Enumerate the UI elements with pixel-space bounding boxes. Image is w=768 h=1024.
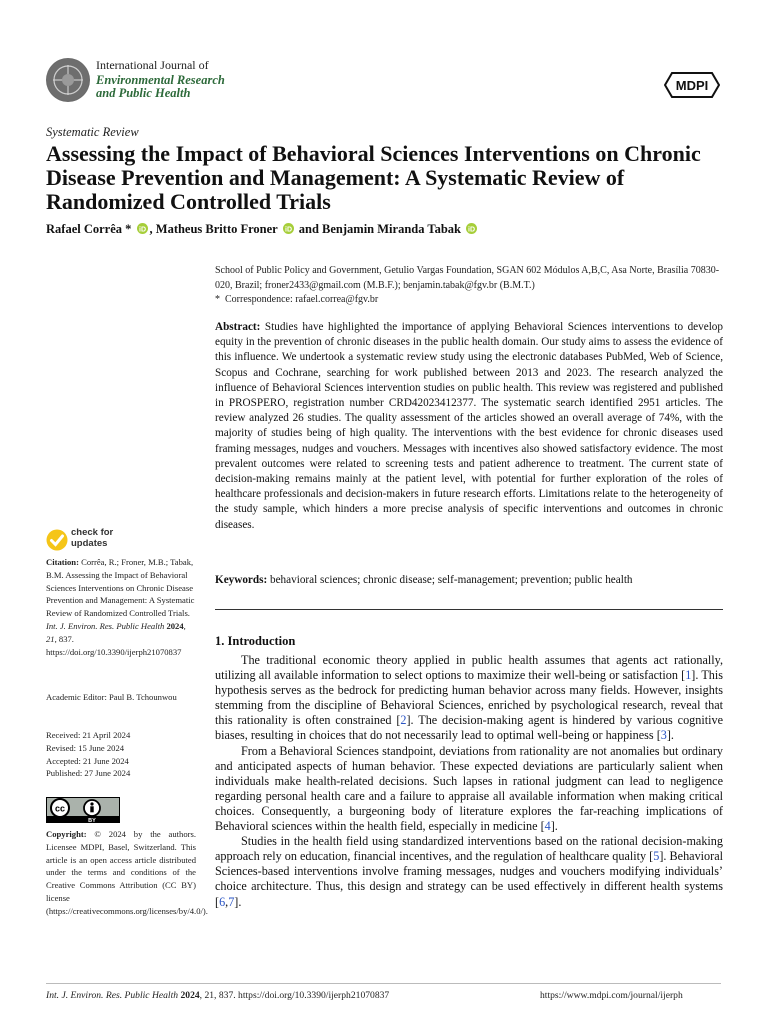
author-correa[interactable]: Rafael Corrêa * [46,222,132,236]
svg-text:iD: iD [138,226,146,234]
paragraph-text: ]. [666,728,674,743]
svg-text:iD: iD [284,226,292,234]
footer-journal: Int. J. Environ. Res. Public Health [46,990,179,1001]
citation-journal: Int. J. Environ. Res. Public Health [46,620,165,631]
paragraph-text: The traditional economic theory applied in public health assumes that agents act rationally, utilizing all available information to select options to maximize their well-being or satisfaction [ [215,653,723,683]
paragraph-text: ]. The decision-making agent is hindered by various cognitive biases, resulting in choices that do not necessarily lead to optimal well-being or happiness [ [215,713,724,743]
abstract-label: Abstract: [215,321,261,333]
affiliation: School of Public Policy and Government, Getulio Vargas Foundation, SGAN 602 Módulos A,B,C, Asa Norte, Brasília 70830-020, Brazil; froner2433@gmail.com (M.B.F.); benjamin.tabak@fgv.br (B.M.T.) [215,265,720,291]
orcid-icon[interactable] [137,223,148,234]
copyright-label: Copyright: [46,829,87,839]
citation-link[interactable]: 1 [685,668,692,683]
section-divider [215,609,723,610]
paragraph-text: ]. [550,819,558,834]
mdpi-logo [664,72,720,98]
publication-dates [46,729,196,780]
paragraph [215,653,723,744]
journal-logo-icon [46,58,90,102]
citation-link[interactable]: 7 [228,894,235,909]
paragraph-text: Studies in the health field using standardized interventions based on the rational decision-making approach rely on education, financial incentives, and the regulation of healthcare quality [ [215,834,723,864]
date-revised: Revised: 15 June 2024 [46,742,125,753]
date-published: Published: 27 June 2024 [46,768,131,779]
orcid-icon[interactable] [283,223,294,234]
mdpi-logo-text: MDPI [675,78,709,93]
citation-doi[interactable]: , 837. https://doi.org/10.3390/ijerph21070837 [46,633,182,657]
author-separator: , [149,222,153,236]
paragraph-text: From a Behavioral Sciences standpoint, deviations from rationality are not anomalies but ordinary and anticipated aspects of human behavior. These expected deviations are particularly salient when individuals make health-related decisions. Such lapses in rational judgment can lead to negligence regarding personal health care and a failure to appraise all available information when making critical choices. Consequently, a burgeoning body of literature explores the far-reaching implications of Behavioral sciences within the health field, especially in medicine [ [215,743,723,834]
paragraph [215,744,723,835]
paragraph-text: ]. This hypothesis serves as the bedrock for predicting human behavior across many fields. However, insights stemming from the discipline of Behavioral Sciences, enriched by psychological research, reveal that this rationality is often constrained [ [215,668,723,728]
check-updates-label [71,528,113,549]
affiliation-block [215,264,725,308]
footer-citation [46,990,389,1001]
check-updates-line2: updates [71,537,108,549]
citation-link[interactable]: 6 [219,894,226,909]
correspondence: * Correspondence: rafael.correa@fgv.br [215,294,379,305]
journal-name-line1: International Journal of [96,58,209,72]
paragraph-text: , [225,894,229,909]
paragraph-text: ]. Behavioral Sciences-based interventions involve framing messages, nudges and vouchers modifying individuals’ choice architecture. Thus, this design and strategy can be used effectively in different health systems [ [215,849,723,909]
check-updates-icon [46,529,68,551]
section-heading: 1. Introduction [215,634,296,648]
check-for-updates-button[interactable] [46,527,146,553]
citation-link[interactable]: 2 [400,713,407,728]
citation-volume: 21 [46,633,55,644]
keywords-text: behavioral sciences; chronic disease; self-management; prevention; public health [270,574,633,586]
cc-label: BY [88,818,96,823]
svg-text:cc: cc [54,803,66,814]
cc-by-license-icon[interactable] [46,797,120,823]
author-tabak[interactable]: and Benjamin Miranda Tabak [298,222,461,236]
copyright-text: © 2024 by the authors. Licensee MDPI, Basel, Switzerland. This article is an open access article distributed under the terms and conditions of the Creative Commons Attribution (CC BY) license (https://creativecommons.org/licenses/by/4.0/). [46,829,208,916]
footer-year: 2024 [180,990,200,1001]
keywords-label: Keywords: [215,574,268,586]
check-updates-line1: check for [71,527,114,538]
journal-name-line2: Environmental Research [96,73,225,87]
journal-name-line3: and Public Health [96,86,191,100]
author-list [46,222,479,237]
citation-link[interactable]: 3 [660,728,667,743]
article-title: Assessing the Impact of Behavioral Sciences Interventions on Chronic Disease Prevention and Management: A Systematic Review of Randomized Controlled Trials [46,141,701,214]
citation-block: Citation: Corrêa, R.; Froner, M.B.; Tabak, B.M. Assessing the Impact of Behavioral Sciences Interventions on Chronic Disease Prevention and Management: A Systematic Review of Randomized Controlled Trials. Int. J. Environ. Res. Public Health 2024, 21, 837. https://doi.org/10.3390/ijerph21070837 [46,557,195,657]
citation-year: 2024 [166,620,184,631]
citation-link[interactable]: 5 [653,849,660,864]
abstract [215,320,723,533]
paragraph [215,834,723,909]
academic-editor: Academic Editor: Paul B. Tchounwou [46,692,177,702]
article-type: Systematic Review [46,125,139,139]
author-froner[interactable]: Matheus Britto Froner [155,222,278,236]
orcid-icon[interactable] [466,223,477,234]
date-accepted: Accepted: 21 June 2024 [46,755,129,766]
abstract-text: Studies have highlighted the importance of applying Behavioral Sciences interventions to develop equity in the prevention of chronic diseases in the public health domain. Our study aims to assess the evidence of this influence. We undertook a systematic review study using the electronic databases PubMed, Web of Science, Scopus and Cochrane, searching for work published between 2013 and 2023. The research analyzed the influence of Behavioral Sciences intervention studies on public health. This review was registered and published in PROSPERO, registration number CRD42023412377. The systematic search identified 2951 articles. The review analyzed 26 studies. The quality assessment of the articles showed an overall average of 74%, with the majority of studies being of high quality. The interventions with the best evidence for chronic diseases used framing messages, nudges and vouchers. Messages with incentives also showed satisfactory evidence. The most prevalent outcomes were related to screening tests and patient adherence to treatment. The current state of decision-making remains mainly at the patient level, with potential for further exploration of the roles of healthcare professionals and decision-makers in future research efforts. Limitations relate to the heterogeneity of the study sample, which hinders a more precise analysis of specific interventions and outcomes in chronic diseases. [215,321,723,531]
footer-doi[interactable]: , 21, 837. https://doi.org/10.3390/ijerph21070837 [199,990,390,1001]
citation-label: Citation: [46,557,79,567]
svg-text:iD: iD [468,226,476,234]
journal-name [96,74,225,100]
keywords [215,573,723,588]
footer-journal-url[interactable]: https://www.mdpi.com/journal/ijerph [540,990,683,1001]
paragraph-text: ]. [234,894,242,909]
introduction-body [215,653,723,910]
footer-divider [46,983,721,984]
date-received: Received: 21 April 2024 [46,730,131,740]
copyright-block [46,828,208,918]
citation-link[interactable]: 4 [544,819,551,834]
citation-text: Corrêa, R.; Froner, M.B.; Tabak, B.M. Assessing the Impact of Behavioral Sciences Interventions on Chronic Disease Prevention and Management: A Systematic Review of Randomized Controlled Trials. [46,557,195,619]
